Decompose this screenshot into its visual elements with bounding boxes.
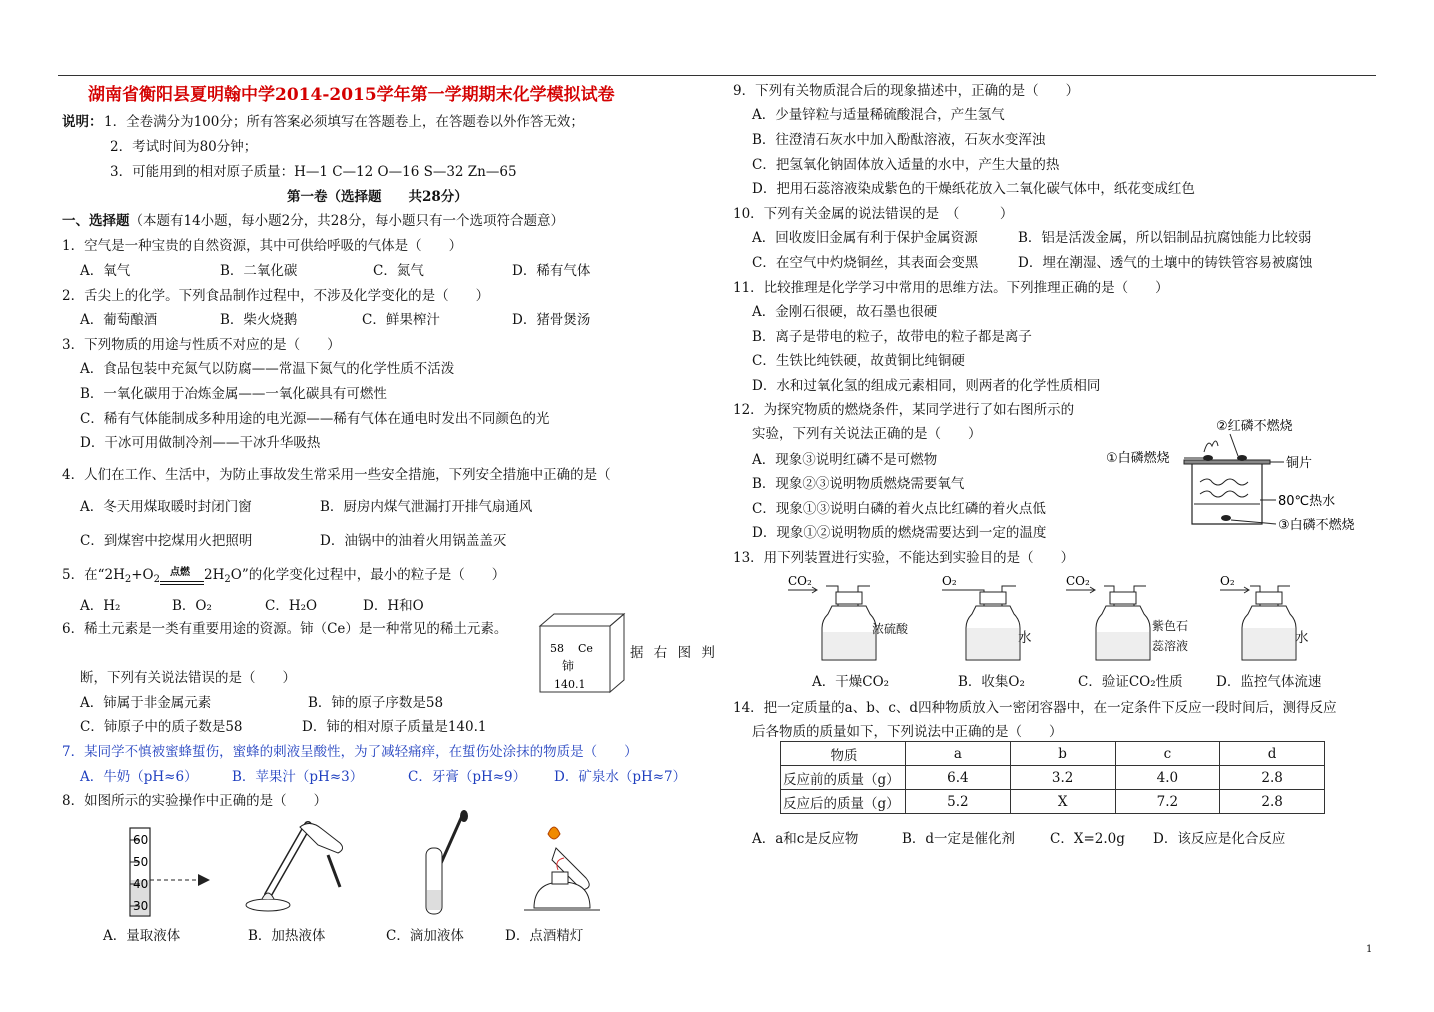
q6-option-c: C．铈原子中的质子数是58 bbox=[80, 719, 243, 735]
q8-option-d: D．点酒精灯 bbox=[505, 928, 584, 944]
page-title: 湖南省衡阳县夏明翰中学2014-2015学年第一学期期末化学模拟试卷 bbox=[88, 85, 615, 105]
q12-option-a: A．现象③说明红磷不是可燃物 bbox=[752, 452, 938, 468]
q14-option-b: B．d一定是催化剂 bbox=[902, 831, 1016, 847]
question-9: 9．下列有关物质混合后的现象描述中，正确的是（ ） bbox=[733, 83, 1080, 99]
liquid-label-b: 水 bbox=[1018, 630, 1032, 646]
gas-label-b: O₂ bbox=[942, 574, 957, 588]
question-14: 14．把一定质量的a、b、c、d四种物质放入一密闭容器中，在一定条件下反应一段时间后，测得反应 bbox=[733, 700, 1337, 716]
table-row bbox=[781, 766, 1325, 790]
cerium-element-card bbox=[530, 612, 630, 694]
q10-option-a: A．回收废旧金属有利于保护金属资源 bbox=[752, 230, 978, 246]
element-symbol: Ce bbox=[578, 642, 593, 655]
q2-option-b: B．柴火烧鹅 bbox=[220, 312, 298, 328]
q5-reaction-arrow bbox=[160, 567, 204, 585]
table-cell: X bbox=[1010, 790, 1115, 814]
q11-option-c: C．生铁比纯铁硬，故黄铜比纯铜硬 bbox=[752, 353, 965, 369]
q10-option-b: B．铝是活泼金属，所以铝制品抗腐蚀能力比较弱 bbox=[1018, 230, 1312, 246]
q12-continuation: 实验，下列有关说法正确的是（ ） bbox=[752, 426, 982, 442]
q13-option-b: B．收集O₂ bbox=[958, 674, 1025, 690]
liquid-label-d: 水 bbox=[1295, 630, 1309, 646]
liquid-label-c: 紫色石蕊溶液 bbox=[1152, 619, 1189, 653]
question-7: 7．某同学不慎被蜜蜂蜇伤，蜜蜂的刺液呈酸性，为了减轻痛痒，在蜇伤处涂抹的物质是（ ） bbox=[62, 744, 638, 760]
q5-text-mid: +O bbox=[131, 567, 154, 583]
q3-option-c: C．稀有气体能制成多种用途的电光源——稀有气体在通电时发出不同颜色的光 bbox=[80, 411, 550, 427]
table-cell: 反应前的质量（g） bbox=[781, 766, 906, 790]
table-row bbox=[781, 790, 1325, 814]
table-cell: 5.2 bbox=[906, 790, 1011, 814]
question-12: 12．为探究物质的燃烧条件，某同学进行了如右图所示的 bbox=[733, 402, 1075, 418]
question-6: 6．稀土元素是一类有重要用途的资源。铈（Ce）是一种常见的稀土元素。 bbox=[62, 621, 508, 637]
table-cell: 7.2 bbox=[1115, 790, 1220, 814]
q14-option-d: D．该反应是化合反应 bbox=[1153, 831, 1286, 847]
q2-option-a: A．葡萄酿酒 bbox=[80, 312, 158, 328]
part-heading bbox=[62, 209, 564, 229]
liquid-label-a: 浓硫酸 bbox=[872, 622, 909, 636]
top-rule bbox=[58, 75, 1376, 76]
q5-text-pre: 5．在“2H bbox=[62, 567, 125, 583]
gas-label-a: CO₂ bbox=[788, 574, 812, 588]
element-name: 铈 bbox=[562, 659, 575, 673]
label-copper-sheet: 铜片 bbox=[1286, 456, 1313, 471]
mass-table bbox=[780, 741, 1325, 814]
q5-option-c: C．H₂O bbox=[265, 598, 318, 614]
label-white-phosphorus-burning: ①白磷燃烧 bbox=[1106, 451, 1170, 466]
q10-option-d: D．埋在潮湿、透气的土壤中的铸铁管容易被腐蚀 bbox=[1018, 255, 1313, 271]
question-13: 13．用下列装置进行实验，不能达到实验目的是（ ） bbox=[733, 550, 1075, 566]
q4-option-d: D．油锅中的油着火用锅盖盖灭 bbox=[320, 533, 507, 549]
table-cell: 反应后的质量（g） bbox=[781, 790, 906, 814]
q7-option-c: C．牙膏（pH≈9） bbox=[408, 769, 527, 785]
table-cell: 2.8 bbox=[1220, 790, 1325, 814]
q8-option-a: A．量取液体 bbox=[103, 928, 181, 944]
tick-50: 50 bbox=[133, 855, 149, 869]
q14-continuation: 后各物质的质量如下，下列说法中正确的是（ ） bbox=[752, 724, 1063, 740]
table-header-cell: a bbox=[906, 742, 1011, 766]
q4-option-b: B．厨房内煤气泄漏打开排气扇通风 bbox=[320, 499, 533, 515]
tick-60: 60 bbox=[133, 833, 149, 847]
q2-option-c: C．鲜果榨汁 bbox=[362, 312, 440, 328]
q6-continuation: 断，下列有关说法错误的是（ ） bbox=[80, 670, 296, 686]
q3-option-a: A．食品包装中充氮气以防腐——常温下氮气的化学性质不活泼 bbox=[80, 361, 455, 377]
q11-option-b: B．离子是带电的粒子，故带电的粒子都是离子 bbox=[752, 329, 1032, 345]
graduated-cylinder-illustration bbox=[118, 822, 218, 922]
table-cell: 4.0 bbox=[1115, 766, 1220, 790]
q8-option-c: C．滴加液体 bbox=[386, 928, 464, 944]
heating-liquid-illustration bbox=[238, 815, 348, 915]
q3-option-b: B．一氧化碳用于冶炼金属——一氧化碳具有可燃性 bbox=[80, 386, 387, 402]
question-5: 5．在“$2H_2+O_2$ 点燃 $2H_2O$”的化学变化过程中，最小的粒子是（ ） bbox=[62, 563, 505, 585]
table-header-cell: b bbox=[1010, 742, 1115, 766]
gas-bottle-d-illustration bbox=[1218, 572, 1328, 667]
table-header-cell: c bbox=[1115, 742, 1220, 766]
question-11: 11．比较推理是化学学习中常用的思维方法。下列推理正确的是（ ） bbox=[733, 280, 1169, 296]
q9-option-d: D．把用石蕊溶液染成紫色的干燥纸花放入二氧化碳气体中，纸花变成红色 bbox=[752, 181, 1195, 197]
note-1: 1．全卷满分为100分；所有答案必须填写在答题卷上，在答题卷以外作答无效； bbox=[104, 114, 584, 130]
element-mass: 140.1 bbox=[554, 678, 586, 691]
alcohol-lamp-illustration bbox=[512, 822, 612, 922]
combustion-experiment-illustration bbox=[1100, 412, 1380, 537]
q4-option-a: A．冬天用煤取暖时封闭门窗 bbox=[80, 499, 252, 515]
q1-option-a: A．氧气 bbox=[80, 263, 131, 279]
notes-label: 说明： bbox=[62, 114, 103, 130]
q14-option-c: C．X=2.0g bbox=[1050, 831, 1125, 847]
table-header-cell: 物质 bbox=[781, 742, 906, 766]
q6-option-a: A．铈属于非金属元素 bbox=[80, 695, 212, 711]
label-white-phosphorus-not-burning: ③白磷不燃烧 bbox=[1278, 518, 1355, 533]
element-number: 58 bbox=[550, 642, 564, 655]
q11-option-d: D．水和过氧化氢的组成元素相同，则两者的化学性质相同 bbox=[752, 378, 1101, 394]
q13-option-d: D．监控气体流速 bbox=[1216, 674, 1322, 690]
q6-side-text: 据 右 图 判 bbox=[630, 645, 718, 661]
q6-option-b: B．铈的原子序数是58 bbox=[308, 695, 444, 711]
gas-label-d: O₂ bbox=[1220, 574, 1235, 588]
q1-option-c: C．氮气 bbox=[373, 263, 424, 279]
q13-option-c: C．验证CO₂性质 bbox=[1078, 674, 1183, 690]
q14-option-a: A．a和c是反应物 bbox=[752, 831, 859, 847]
gas-bottle-b-illustration bbox=[940, 572, 1050, 667]
section-title: 第一卷（选择题 共28分） bbox=[287, 189, 468, 205]
part-label: 一、选择题 bbox=[62, 213, 130, 229]
gas-label-c: CO₂ bbox=[1066, 574, 1090, 588]
q10-option-c: C．在空气中灼烧铜丝，其表面会变黑 bbox=[752, 255, 979, 271]
q2-option-d: D．猪骨煲汤 bbox=[512, 312, 591, 328]
table-row bbox=[781, 742, 1325, 766]
label-red-phosphorus: ②红磷不燃烧 bbox=[1216, 419, 1293, 434]
table-header-cell: d bbox=[1220, 742, 1325, 766]
q12-option-d: D．现象①②说明物质的燃烧需要达到一定的温度 bbox=[752, 525, 1047, 541]
q11-option-a: A．金刚石很硬，故石墨也很硬 bbox=[752, 304, 938, 320]
question-3: 3．下列物质的用途与性质不对应的是（ ） bbox=[62, 337, 341, 353]
q1-option-b: B．二氧化碳 bbox=[220, 263, 298, 279]
q4-option-c: C．到煤窖中挖煤用火把照明 bbox=[80, 533, 253, 549]
q1-option-d: D．稀有气体 bbox=[512, 263, 591, 279]
note-2: 2．考试时间为80分钟； bbox=[110, 139, 258, 155]
question-10: 10．下列有关金属的说法错误的是 （ ） bbox=[733, 206, 1014, 222]
q9-option-c: C．把氢氧化钠固体放入适量的水中，产生大量的热 bbox=[752, 157, 1060, 173]
tick-40: 40 bbox=[133, 877, 149, 891]
q12-option-b: B．现象②③说明物质燃烧需要氧气 bbox=[752, 476, 965, 492]
dropper-illustration bbox=[412, 810, 472, 920]
q5-option-d: D．H和O bbox=[363, 598, 424, 614]
q5-option-b: B．O₂ bbox=[172, 598, 212, 614]
part-desc: （本题有14小题，每小题2分，共28分，每小题只有一个选项符合题意） bbox=[129, 213, 564, 229]
tick-30: 30 bbox=[133, 899, 149, 913]
note-3: 3．可能用到的相对原子质量：H—1 C—12 O—16 S—32 Zn—65 bbox=[110, 164, 517, 180]
q6-option-d: D．铈的相对原子质量是140.1 bbox=[302, 719, 487, 735]
q8-option-b: B．加热液体 bbox=[248, 928, 326, 944]
question-8: 8．如图所示的实验操作中正确的是（ ） bbox=[62, 793, 328, 809]
q13-option-a: A．干燥CO₂ bbox=[812, 674, 890, 690]
q7-option-a: A．牛奶（pH≈6） bbox=[80, 769, 198, 785]
q5-text-product: 2H bbox=[204, 567, 225, 583]
table-cell: 3.2 bbox=[1010, 766, 1115, 790]
page-number: 1 bbox=[1366, 944, 1373, 955]
q5-text-post: O”的化学变化过程中，最小的粒子是（ ） bbox=[230, 567, 506, 583]
q5-option-a: A．H₂ bbox=[80, 598, 121, 614]
q5-condition: 点燃 bbox=[170, 567, 190, 578]
q3-option-d: D．干冰可用做制冷剂——干冰升华吸热 bbox=[80, 435, 321, 451]
question-1: 1．空气是一种宝贵的自然资源，其中可供给呼吸的气体是（ ） bbox=[62, 238, 463, 254]
table-cell: 6.4 bbox=[906, 766, 1011, 790]
q7-option-b: B．苹果汁（pH≈3） bbox=[232, 769, 364, 785]
q9-option-a: A．少量锌粒与适量稀硫酸混合，产生氢气 bbox=[752, 107, 1005, 123]
q12-option-c: C．现象①③说明白磷的着火点比红磷的着火点低 bbox=[752, 501, 1046, 517]
table-cell: 2.8 bbox=[1220, 766, 1325, 790]
question-4: 4．人们在工作、生活中，为防止事故发生常采用一些安全措施，下列安全措施中正确的是（ bbox=[62, 467, 611, 483]
q7-option-d: D．矿泉水（pH≈7） bbox=[554, 769, 687, 785]
question-2: 2．舌尖上的化学。下列食品制作过程中，不涉及化学变化的是（ ） bbox=[62, 288, 490, 304]
label-hot-water: 80℃热水 bbox=[1278, 494, 1336, 509]
q9-option-b: B．往澄清石灰水中加入酚酞溶液，石灰水变浑浊 bbox=[752, 132, 1046, 148]
